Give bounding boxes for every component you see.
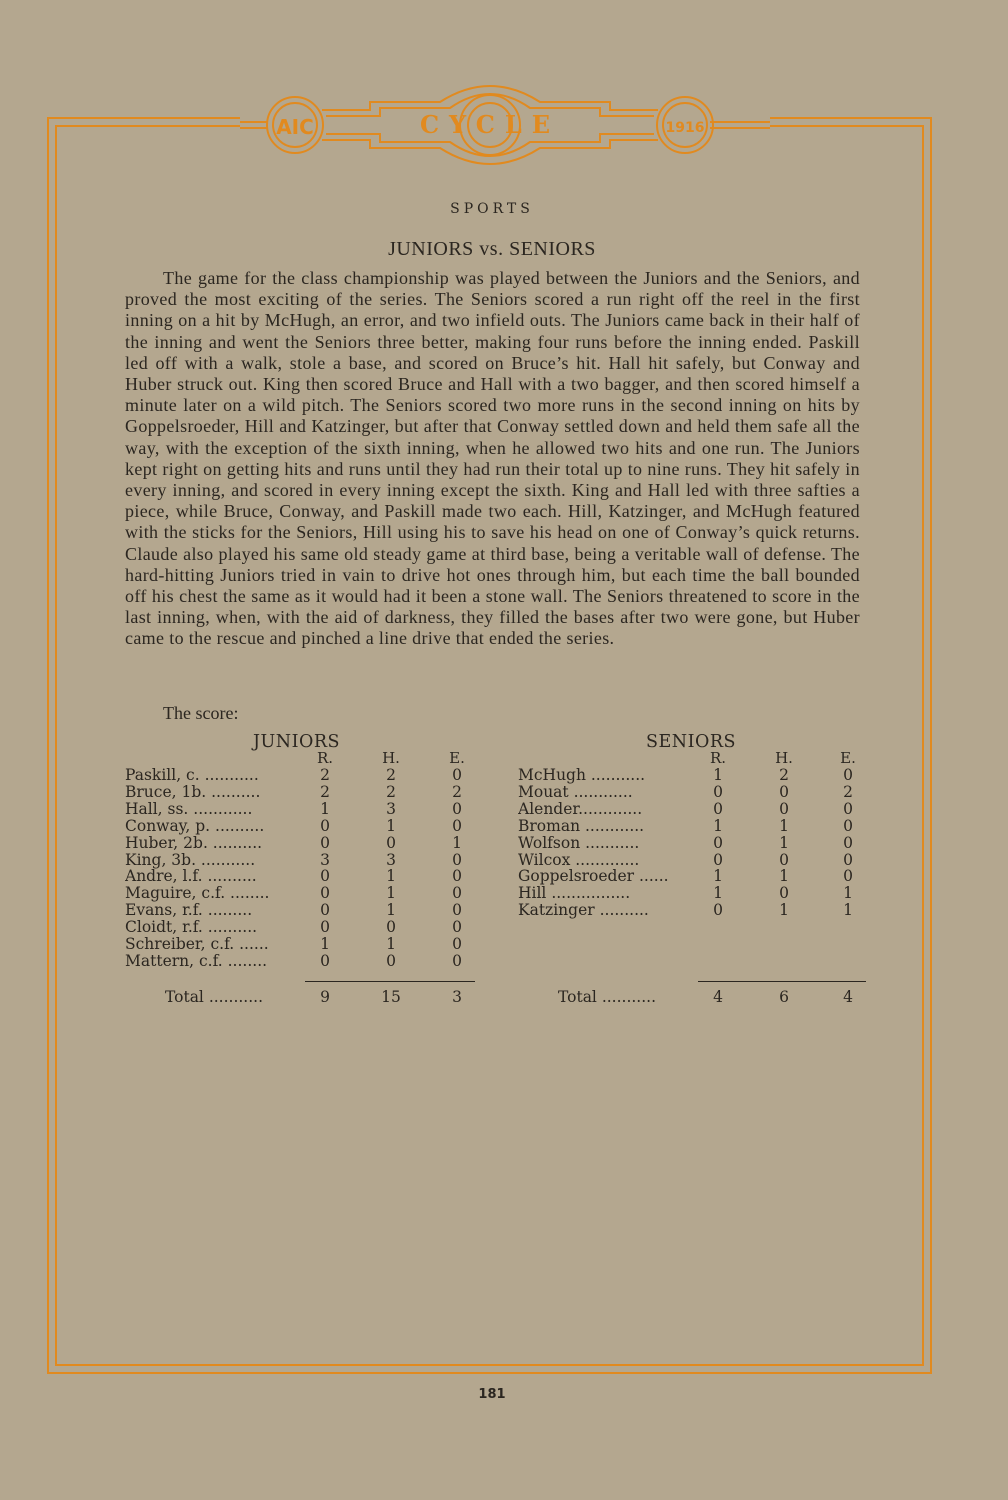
runs-value: 0 xyxy=(320,918,330,937)
team-title: JUNIORS xyxy=(253,732,341,752)
player-row xyxy=(125,818,465,835)
column-header-errors: E. xyxy=(840,749,856,767)
player-row xyxy=(125,919,465,936)
errors-value: 1 xyxy=(843,901,853,920)
errors-value: 0 xyxy=(843,766,853,784)
hits-value: 2 xyxy=(386,766,396,784)
errors-value: 2 xyxy=(452,782,462,801)
errors-value: 0 xyxy=(843,799,853,818)
runs-value: 0 xyxy=(713,799,723,818)
player-name: Huber, 2b. .......... xyxy=(125,834,263,852)
runs-value: 1 xyxy=(713,816,723,835)
hits-value: 1 xyxy=(386,901,396,920)
total-row xyxy=(518,989,858,1006)
player-name: Evans, r.f. ......... xyxy=(125,902,253,920)
errors-value: 0 xyxy=(452,935,462,953)
player-row xyxy=(125,801,465,818)
errors-value: 0 xyxy=(452,884,462,903)
player-row xyxy=(518,835,858,852)
runs-value: 1 xyxy=(713,884,723,903)
player-row xyxy=(518,902,858,919)
player-name: Katzinger .......... xyxy=(518,902,649,920)
player-row xyxy=(518,784,858,801)
runs-value: 0 xyxy=(320,867,330,886)
runs-value: 1 xyxy=(320,799,330,818)
cycle-banner xyxy=(240,70,770,180)
runs-value: 0 xyxy=(320,884,330,903)
hits-value: 1 xyxy=(386,935,396,953)
errors-value: 0 xyxy=(452,901,462,920)
hits-value: 1 xyxy=(779,833,789,852)
total-rule xyxy=(305,981,475,982)
hits-value: 0 xyxy=(386,918,396,937)
hits-value: 0 xyxy=(779,782,789,801)
player-name: Hill ................ xyxy=(518,885,631,903)
player-name: Wilcox ............. xyxy=(518,851,640,869)
column-header-runs: R. xyxy=(316,749,334,767)
errors-value: 1 xyxy=(452,833,462,852)
hits-value: 2 xyxy=(386,782,396,801)
errors-value: 0 xyxy=(843,833,853,852)
runs-value: 0 xyxy=(713,782,723,801)
total-runs: 4 xyxy=(713,988,723,1006)
column-header-errors: E. xyxy=(449,749,465,767)
total-hits: 15 xyxy=(381,988,401,1006)
player-row xyxy=(518,885,858,902)
hits-value: 1 xyxy=(386,884,396,903)
header-left-emblem: AIC xyxy=(276,115,314,139)
player-name: Goppelsroeder ...... xyxy=(518,868,669,886)
hits-value: 2 xyxy=(779,766,789,784)
player-row xyxy=(518,868,858,885)
hits-value: 3 xyxy=(386,799,396,818)
total-rule xyxy=(698,981,866,982)
runs-value: 0 xyxy=(320,833,330,852)
hits-value: 0 xyxy=(386,833,396,852)
errors-value: 1 xyxy=(843,884,853,903)
player-name: Andre, l.f. .......... xyxy=(125,868,257,886)
player-name: Hall, ss. ............ xyxy=(125,800,253,818)
player-row xyxy=(518,852,858,869)
total-label: Total ........... xyxy=(558,989,657,1006)
total-hits: 6 xyxy=(779,988,789,1006)
player-row xyxy=(518,818,858,835)
hits-value: 3 xyxy=(386,850,396,869)
hits-value: 0 xyxy=(779,799,789,818)
header-ornament xyxy=(240,70,770,180)
errors-value: 0 xyxy=(843,867,853,886)
player-name: Schreiber, c.f. ...... xyxy=(125,936,269,953)
errors-value: 0 xyxy=(452,850,462,869)
errors-value: 0 xyxy=(452,867,462,886)
runs-value: 1 xyxy=(320,935,330,953)
runs-value: 3 xyxy=(320,850,330,869)
header-title: CYCLE xyxy=(419,110,561,139)
runs-value: 1 xyxy=(713,867,723,886)
hits-value: 1 xyxy=(386,867,396,886)
player-name: Alender............. xyxy=(518,800,643,818)
hits-value: 1 xyxy=(779,867,789,886)
total-errors: 4 xyxy=(843,988,853,1006)
player-name: McHugh ........... xyxy=(518,767,646,784)
player-name: Cloidt, r.f. .......... xyxy=(125,919,258,937)
errors-value: 2 xyxy=(843,782,853,801)
player-row xyxy=(125,868,465,885)
runs-value: 2 xyxy=(320,766,330,784)
player-row xyxy=(125,784,465,801)
page-number: 181 xyxy=(478,1387,506,1402)
score-intro: The score: xyxy=(163,703,239,723)
runs-value: 0 xyxy=(713,901,723,920)
runs-value: 0 xyxy=(713,833,723,852)
player-name: Wolfson ........... xyxy=(518,834,640,852)
column-header-hits: H. xyxy=(382,749,400,767)
errors-value: 0 xyxy=(843,816,853,835)
hits-value: 0 xyxy=(386,951,396,970)
player-name: Bruce, 1b. .......... xyxy=(125,783,261,801)
player-name: Mouat ............ xyxy=(518,783,633,801)
runs-value: 0 xyxy=(320,901,330,920)
player-row xyxy=(518,801,858,818)
hits-value: 1 xyxy=(779,816,789,835)
player-row xyxy=(125,953,465,970)
total-label: Total ........... xyxy=(165,989,264,1006)
article-body: The game for the class championship was played between the Juniors and the Seniors, and proved the most exciting of the series. The Seniors scored a run right off the reel in the first inning on a hit by McHugh, an error, and two infield outs. The Juniors came back in their half of the inning and went the Seniors three better, making four runs before the inning ended. Paskill led off with a walk, stole a base, and scored on Bruce’s hit. Hall hit safely, but Conway and Huber struck out. King then scored Bruce and Hall with a two bagger, and then scored himself a minute later on a wild pitch. The Seniors scored two more runs in the second inning on hits by Goppelsroeder, Hill and Katzinger, but after that Conway settled down and held them safe all the way, with the exception of the sixth inning, when he allowed two hits and one run. The Juniors kept right on getting hits and runs until they had run their total up to nine runs. They hit safely in every inning, and scored in every inning except the sixth. King and Hall led with three safties a piece, while Bruce, Conway, and Paskill made two each. Hill, Katzinger, and McHugh featured with the sticks for the Seniors, Hill using his to save his head on one of Conway’s quick returns. Claude also played his same old steady game at third base, being a veritable wall of defense. The hard-hitting Juniors tried in vain to drive hot ones through him, but each time the ball bounded off his chest the same as it would had it been a stone wall. The Seniors threatened to score in the last inning, when, with the aid of darkness, they filled the bases after two were gone, but Huber came to the rescue and pinched a line drive that ended the series. xyxy=(125,268,860,649)
player-row xyxy=(125,835,465,852)
runs-value: 2 xyxy=(320,782,330,801)
total-errors: 3 xyxy=(452,988,462,1006)
errors-value: 0 xyxy=(452,918,462,937)
errors-value: 0 xyxy=(452,951,462,970)
header-right-emblem: 1916 xyxy=(665,120,705,136)
column-header-runs: R. xyxy=(709,749,727,767)
runs-value: 0 xyxy=(320,951,330,970)
player-row xyxy=(125,767,465,784)
player-name: Paskill, c. ........... xyxy=(125,767,259,784)
player-row xyxy=(125,936,465,953)
hits-value: 1 xyxy=(779,901,789,920)
article-title: JUNIORS vs. SENIORS xyxy=(388,238,596,260)
runs-value: 0 xyxy=(713,850,723,869)
player-row xyxy=(125,852,465,869)
total-runs: 9 xyxy=(320,988,330,1006)
errors-value: 0 xyxy=(843,850,853,869)
errors-value: 0 xyxy=(452,816,462,835)
section-label: SPORTS xyxy=(450,201,534,217)
player-name: Mattern, c.f. ........ xyxy=(125,952,268,970)
player-row xyxy=(125,902,465,919)
player-name: Maguire, c.f. ........ xyxy=(125,885,270,903)
errors-value: 0 xyxy=(452,766,462,784)
hits-value: 0 xyxy=(779,850,789,869)
player-name: Broman ............ xyxy=(518,817,645,835)
team-title: SENIORS xyxy=(646,732,737,752)
errors-value: 0 xyxy=(452,799,462,818)
total-row xyxy=(125,989,465,1006)
player-name: King, 3b. ........... xyxy=(125,851,256,869)
hits-value: 1 xyxy=(386,816,396,835)
player-row xyxy=(518,767,858,784)
player-row xyxy=(125,885,465,902)
hits-value: 0 xyxy=(779,884,789,903)
player-name: Conway, p. .......... xyxy=(125,817,265,835)
runs-value: 1 xyxy=(713,766,723,784)
runs-value: 0 xyxy=(320,816,330,835)
column-header-hits: H. xyxy=(775,749,793,767)
